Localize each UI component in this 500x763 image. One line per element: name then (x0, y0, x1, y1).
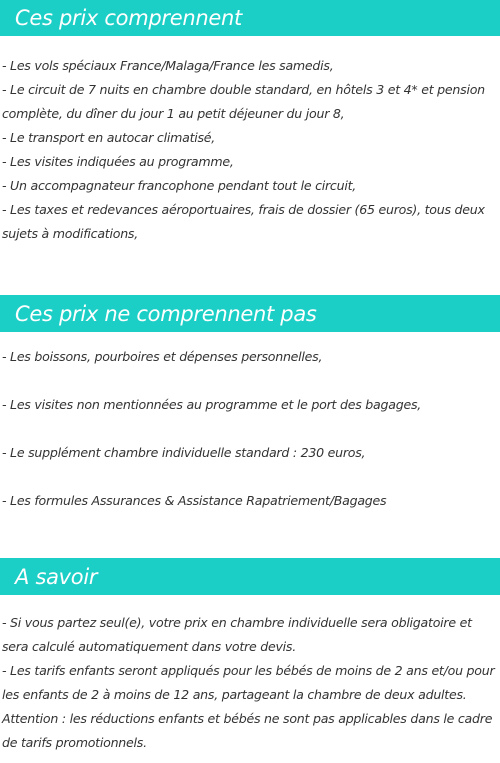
list-item: - Le supplément chambre individuelle standard : 230 euros, (2, 445, 366, 460)
list-item: - Les visites indiquées au programme, (2, 154, 234, 169)
list-item: - Les tarifs enfants seront appliqués pour les bébés de moins de 2 ans et/ou pour (2, 663, 495, 678)
list-item: sujets à modifications, (2, 226, 138, 241)
list-item: les enfants de 2 à moins de 12 ans, partageant la chambre de deux adultes. (2, 687, 467, 702)
list-item: Attention : les réductions enfants et bébés ne sont pas applicables dans le cadre (2, 711, 493, 726)
list-item: - Les taxes et redevances aéroportuaires, frais de dossier (65 euros), tous deux (2, 202, 485, 217)
list-item: - Les boissons, pourboires et dépenses personnelles, (2, 349, 323, 364)
list-item: de tarifs promotionnels. (2, 735, 147, 750)
list-item: - Les formules Assurances & Assistance Rapatriement/Bagages (2, 493, 387, 508)
section-title: Ces prix comprennent (15, 6, 242, 30)
included-list (0, 54, 500, 246)
list-item: - Le circuit de 7 nuits en chambre double standard, en hôtels 3 et 4* et pension (2, 82, 485, 97)
list-item: sera calculé automatiquement dans votre devis. (2, 639, 296, 654)
section-title: Ces prix ne comprennent pas (15, 301, 317, 326)
list-item: - Les vols spéciaux France/Malaga/France les samedis, (2, 58, 334, 73)
list-item: - Le transport en autocar climatisé, (2, 130, 216, 145)
list-item: - Si vous partez seul(e), votre prix en chambre individuelle sera obligatoire et (2, 615, 472, 630)
section-header-good-to-know (0, 558, 500, 595)
good-to-know-text (0, 611, 500, 755)
list-item: complète, du dîner du jour 1 au petit déjeuner du jour 8, (2, 106, 345, 121)
list-item: - Les visites non mentionnées au programme et le port des bagages, (2, 397, 422, 412)
list-item: - Un accompagnateur francophone pendant tout le circuit, (2, 178, 357, 193)
section-title: A savoir (15, 564, 98, 589)
not-included-list (0, 345, 500, 513)
section-header-not-included (0, 295, 500, 332)
section-header-included (0, 0, 500, 36)
